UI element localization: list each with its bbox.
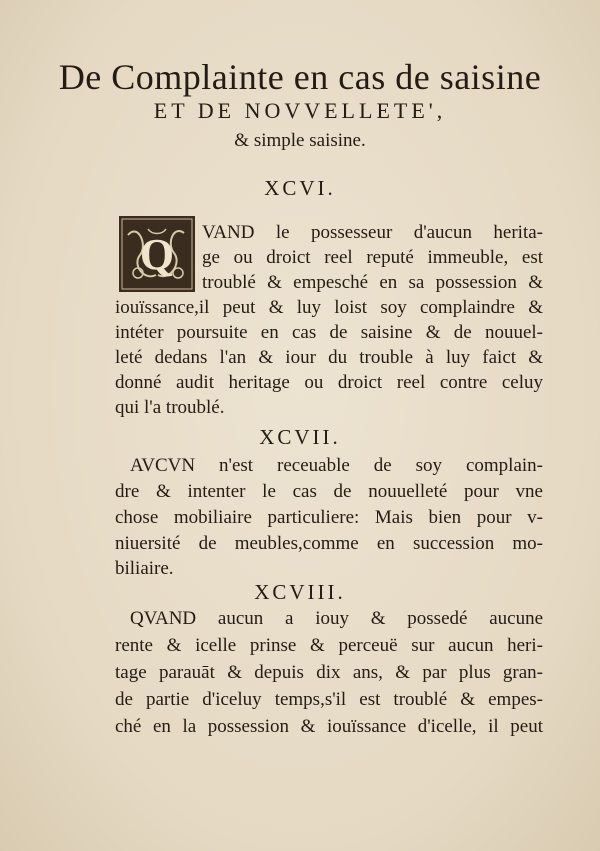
- chapter-title: De Complainte en cas de saisine: [58, 57, 542, 97]
- text-line: tage parauāt & depuis dix ans, & par plus gran-: [115, 662, 543, 683]
- text-line: ché en la possession & iouïssance d'icelle, il peut: [115, 716, 543, 737]
- text-line: ge ou droict reel reputé immeuble, est: [202, 247, 543, 268]
- article-number: XCVII.: [259, 425, 341, 449]
- initial-letter: Q: [139, 230, 175, 279]
- chapter-title-line-3: & simple saisine.: [234, 130, 366, 151]
- text-line: iouïssance,il peut & luy loist soy complaindre &: [115, 297, 543, 318]
- text-line: QVAND aucun a iouy & possedé aucune: [130, 608, 543, 629]
- decorated-initial: [118, 215, 196, 293]
- text-line: niuersité de meubles,comme en succession mo-: [115, 533, 543, 554]
- text-line: chose mobiliaire particuliere: Mais bien pour v-: [115, 507, 543, 528]
- article-number: XCVIII.: [254, 580, 346, 604]
- text-line: donné audit heritage ou droict reel contre celuy: [115, 372, 543, 393]
- article-number: XCVI.: [264, 176, 336, 200]
- text-line: rente & icelle prinse & perceuë sur aucun heri-: [115, 635, 543, 656]
- text-line: VAND le possesseur d'aucun herita-: [202, 222, 543, 243]
- text-line: qui l'a troublé.: [115, 397, 225, 418]
- text-line: de partie d'iceluy temps,s'il est troublé & empes-: [115, 689, 543, 710]
- text-line: intéter poursuite en cas de saisine & de nouuel-: [115, 322, 543, 343]
- chapter-title-line-2: ET DE NOVVELLETE',: [153, 98, 447, 123]
- text-line: troublé & empesché en sa possession &: [202, 272, 543, 293]
- text-line: leté dedans l'an & iour du trouble à luy faict &: [115, 347, 543, 368]
- text-line: biliaire.: [115, 558, 174, 579]
- text-line: dre & intenter le cas de nouuelleté pour vne: [115, 481, 543, 502]
- text-line: AVCVN n'est receuable de soy complain-: [130, 455, 543, 476]
